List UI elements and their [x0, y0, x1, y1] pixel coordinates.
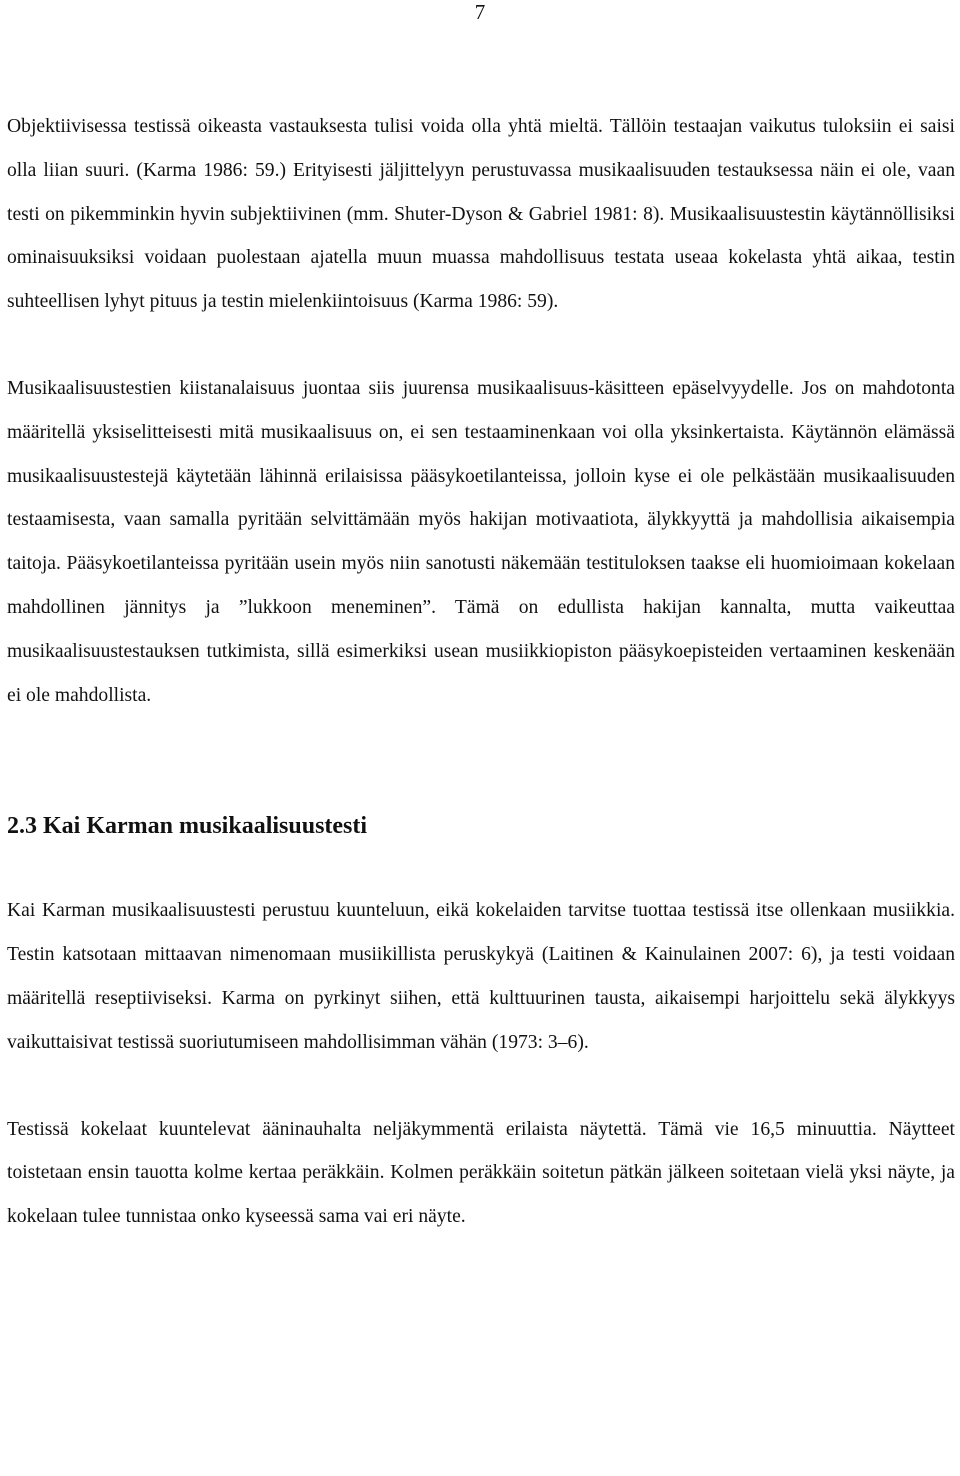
paragraph-objective-testing: Objektiivisessa testissä oikeasta vastauksesta tulisi voida olla yhtä mieltä. Tällöin testaajan vaikutus tuloksiin ei saisi olla liian suuri. (Karma 1986: 59.) Erityisesti jäljittelyyn perustuvassa musikaalisuuden testauksessa näin ei ole, vaan testi on pikemminkin hyvin subjektiivinen (mm. Shuter-Dyson & Gabriel 1981: 8). Musikaalisuustestin käytännöllisiksi ominaisuuksiksi voidaan puolestaan ajatella muun muassa mahdollisuus testata useaa kokelasta yhtä aikaa, testin suhteellisen lyhyt pituus ja testin mielenkiintoisuus (Karma 1986: 59). [7, 116, 955, 313]
paragraph-test-procedure: Testissä kokelaat kuuntelevat ääninauhalta neljäkymmentä erilaista näytettä. Tämä vie 16,5 minuuttia. Näytteet toistetaan ensin tauotta kolme kertaa peräkkäin. Kolmen peräkkäin soitetun pätkän jälkeen soitetaan vielä yksi näyte, ja kokelaan tulee tunnistaa onko kyseessä sama vai eri näyte. [7, 1118, 955, 1228]
section-heading: 2.3 Kai Karman musikaalisuustesti [7, 813, 368, 840]
document-body [7, 105, 955, 1239]
paragraph-karma-test-intro: Kai Karman musikaalisuustesti perustuu kuunteluun, eikä kokelaiden tarvitse tuottaa testissä itse ollenkaan musiikkia. Testin katsotaan mittaavan nimenomaan musiikillista peruskykyä (Laitinen & Kainulainen 2007: 6), ja testi voidaan määritellä reseptiiviseksi. Karma on pyrkinyt siihen, että kulttuurinen tausta, aikaisempi harjoittelu sekä älykkyys vaikuttaisivat testissä suoriutumiseen mahdollisimman vähän (1973: 3–6). [7, 900, 955, 1053]
paragraph-test-controversy: Musikaalisuustestien kiistanalaisuus juontaa siis juurensa musikaalisuus-käsitteen epäselvyydelle. Jos on mahdotonta määritellä yksiselitteisesti mitä musikaalisuus on, ei sen testaaminenkaan voi olla yksinkertaista. Käytännön elämässä musikaalisuustestejä käytetään lähinnä erilaisissa pääsykoetilanteissa, jolloin kyse ei ole pelkästään musikaalisuuden testaamisesta, vaan samalla pyritään selvittämään myös hakijan motivaatiota, älykkyyttä ja mahdollisia aikaisempia taitoja. Pääsykoetilanteissa pyritään usein myös niin sanotusti näkemään testituloksen taakse eli huomioimaan kokelaan mahdollinen jännitys ja ”lukkoon meneminen”. Tämä on edullista hakijan kannalta, mutta vaikeuttaa musikaalisuustestauksen tutkimista, sillä esimerkiksi usean musiikkiopiston pääsykoepisteiden vertaaminen keskenään ei ole mahdollista. [7, 377, 955, 706]
page-number: 7 [474, 0, 486, 24]
